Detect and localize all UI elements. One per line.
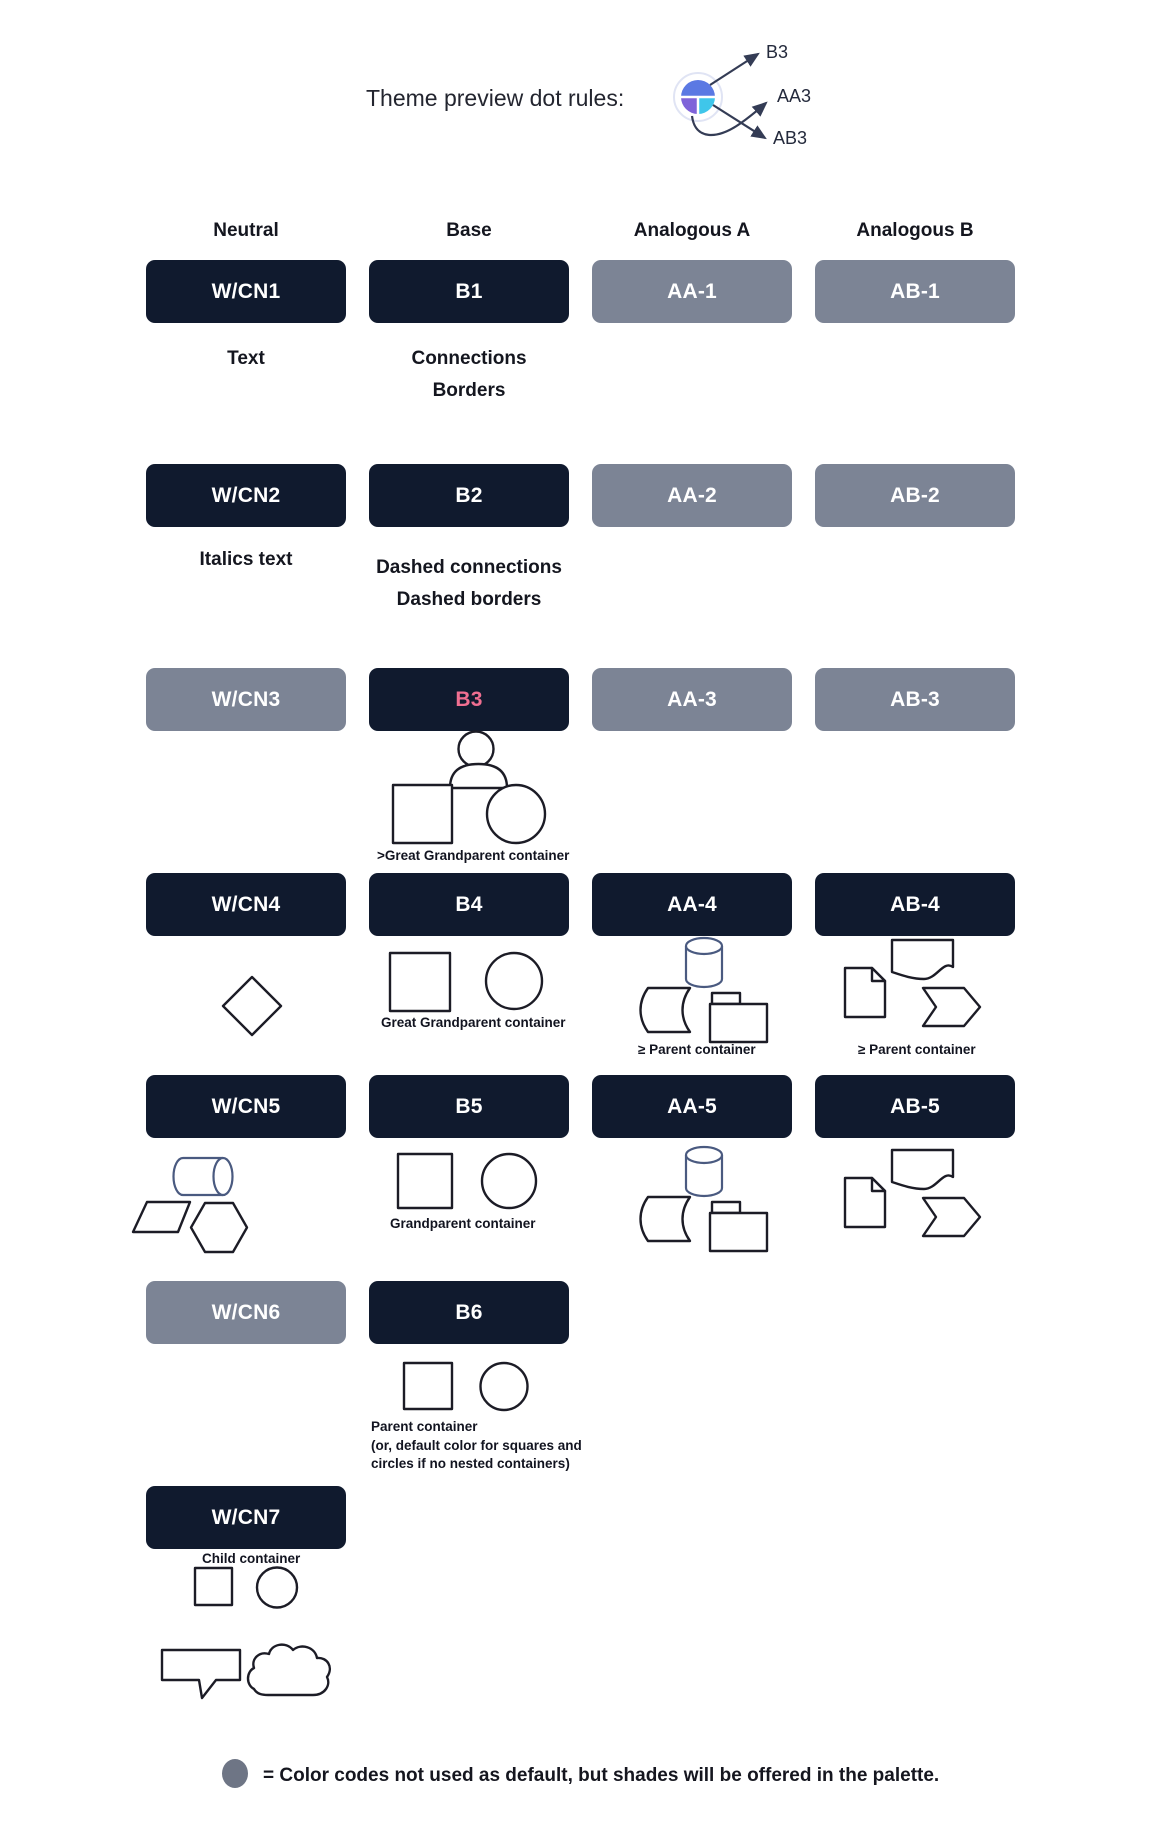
- circle-icon: [486, 953, 542, 1009]
- legend-text: = Color codes not used as default, but shades will be offered in the palette.: [263, 1765, 940, 1786]
- legend-dot: [222, 1759, 248, 1788]
- caption-great-grandparent: Great Grandparent container: [381, 1015, 566, 1030]
- frame-rect-icon: [710, 1004, 767, 1042]
- swatch-aa5: [592, 1075, 792, 1138]
- swatch-ab2: [815, 464, 1015, 527]
- speech-bubble-icon: [162, 1650, 240, 1698]
- swatch-label: W/CN3: [211, 687, 281, 711]
- swatch-ab3: [815, 668, 1015, 731]
- stored-data-icon: [641, 1197, 691, 1241]
- swatch-label: B5: [455, 1094, 483, 1118]
- caption-parent-aa: ≥ Parent container: [638, 1042, 756, 1057]
- swatch-b2: [369, 464, 569, 527]
- swatch-label: B1: [455, 279, 483, 303]
- square-icon: [404, 1363, 452, 1409]
- caption-line: (or, default color for squares and: [371, 1437, 582, 1453]
- frame-rect-icon: [710, 1213, 767, 1251]
- speechbubble-cloud-icons: [155, 1638, 340, 1720]
- caption-parent-ab: ≥ Parent container: [858, 1042, 976, 1057]
- horizontal-cylinder-cap-icon: [214, 1158, 233, 1195]
- circle-icon: [257, 1568, 297, 1608]
- cylinder-top-icon: [686, 938, 722, 954]
- caption-line: Dashed connections: [376, 557, 562, 578]
- chevron-icon: [923, 1198, 980, 1236]
- diamond-icon: [220, 974, 284, 1038]
- swatch-ab4: [815, 873, 1015, 936]
- square-circle-icons: [393, 1148, 543, 1214]
- swatch-wcn1: [146, 260, 346, 323]
- cylinder-storeddata-frame-icons: [630, 932, 775, 1044]
- chevron-icon: [923, 988, 980, 1026]
- swatch-label: AA-3: [667, 687, 717, 711]
- parallelogram-icon: [133, 1202, 190, 1232]
- swatch-ab1: [815, 260, 1015, 323]
- swatch-wcn4: [146, 873, 346, 936]
- folded-corner-icon: [872, 1178, 885, 1191]
- caption-line: Dashed borders: [396, 589, 542, 610]
- swatch-label: W/CN2: [211, 483, 281, 507]
- swatch-b6: [369, 1281, 569, 1344]
- swatch-label: AB-2: [890, 483, 940, 507]
- square-circle-icons: [190, 1562, 305, 1612]
- swatch-aa3: [592, 668, 792, 731]
- swatch-aa4: [592, 873, 792, 936]
- swatch-wcn3: [146, 668, 346, 731]
- person-icon: [459, 732, 494, 767]
- dot-target-aa3: AA3: [777, 86, 812, 106]
- swatch-label: AB-4: [890, 892, 940, 916]
- swatch-label: B3: [455, 687, 483, 711]
- swatch-wcn2: [146, 464, 346, 527]
- square-icon: [390, 953, 450, 1011]
- column-header-analogous-b: Analogous B: [856, 220, 974, 241]
- swatch-label: B2: [455, 483, 483, 507]
- column-header-base: Base: [446, 220, 492, 241]
- caption-child-container: Child container: [202, 1551, 301, 1566]
- swatch-label: AB-3: [890, 687, 940, 711]
- document-wavydoc-chevron-icons: [840, 1148, 985, 1243]
- arrow-to-b3-icon: [710, 54, 758, 85]
- swatch-b5: [369, 1075, 569, 1138]
- caption-great-grandparent-gt: >Great Grandparent container: [377, 848, 570, 863]
- square-icon: [195, 1568, 232, 1605]
- wavy-document-icon: [892, 940, 953, 979]
- caption-grandparent: Grandparent container: [390, 1216, 536, 1231]
- circle-icon: [487, 785, 545, 843]
- circle-icon: [481, 1363, 528, 1410]
- swatch-label: AB-1: [890, 279, 940, 303]
- cloud-icon: [248, 1645, 330, 1695]
- swatch-wcn6: [146, 1281, 346, 1344]
- cylinder-top-icon: [686, 1147, 722, 1163]
- column-header-analogous-a: Analogous A: [633, 220, 751, 241]
- hcylinder-parallelogram-hexagon-icons: [125, 1150, 260, 1260]
- hexagon-icon: [191, 1203, 247, 1252]
- dot-target-ab3: AB3: [773, 128, 808, 148]
- swatch-wcn7: [146, 1486, 346, 1549]
- caption-connections: [339, 343, 599, 407]
- caption-text: Text: [227, 348, 265, 369]
- swatch-label: AA-4: [667, 892, 717, 916]
- swatch-label: W/CN6: [211, 1300, 281, 1324]
- swatch-b1: [369, 260, 569, 323]
- wavy-document-icon: [892, 1150, 953, 1189]
- person-square-circle-icons: [380, 722, 560, 850]
- swatch-label: W/CN1: [211, 279, 281, 303]
- caption-parent-default: [371, 1418, 582, 1474]
- swatch-wcn5: [146, 1075, 346, 1138]
- swatch-label: B6: [455, 1300, 483, 1324]
- square-circle-icons: [385, 948, 550, 1018]
- frame-tab-icon: [712, 1202, 740, 1213]
- column-header-neutral: Neutral: [213, 220, 279, 241]
- person-shoulders-icon: [450, 764, 507, 788]
- swatch-label: W/CN4: [211, 892, 281, 916]
- circle-icon: [482, 1154, 536, 1208]
- frame-tab-icon: [712, 993, 740, 1004]
- swatch-label: B4: [455, 892, 483, 916]
- square-circle-icons: [399, 1357, 534, 1415]
- folded-corner-icon: [872, 968, 885, 981]
- swatch-label: AB-5: [890, 1094, 940, 1118]
- caption-line: Parent container: [371, 1419, 478, 1434]
- caption-line: Borders: [432, 380, 506, 401]
- square-icon: [393, 785, 452, 843]
- cylinder-storeddata-frame-icons: [630, 1141, 775, 1253]
- swatch-ab5: [815, 1075, 1015, 1138]
- swatch-b4: [369, 873, 569, 936]
- caption-dashed: [339, 552, 599, 616]
- swatch-label: AA-1: [667, 279, 717, 303]
- caption-line: Connections: [411, 348, 527, 369]
- swatch-aa2: [592, 464, 792, 527]
- caption-italics-text: Italics text: [199, 549, 293, 570]
- swatch-aa1: [592, 260, 792, 323]
- page-title: Theme preview dot rules:: [366, 85, 625, 111]
- swatch-label: W/CN7: [211, 1505, 281, 1529]
- swatch-label: AA-2: [667, 483, 717, 507]
- stored-data-icon: [641, 988, 691, 1032]
- swatch-label: AA-5: [667, 1094, 717, 1118]
- swatch-label: W/CN5: [211, 1094, 281, 1118]
- caption-line: circles if no nested containers): [371, 1456, 570, 1471]
- dot-target-b3: B3: [766, 42, 789, 62]
- document-wavydoc-chevron-icons: [840, 938, 985, 1033]
- square-icon: [398, 1154, 452, 1208]
